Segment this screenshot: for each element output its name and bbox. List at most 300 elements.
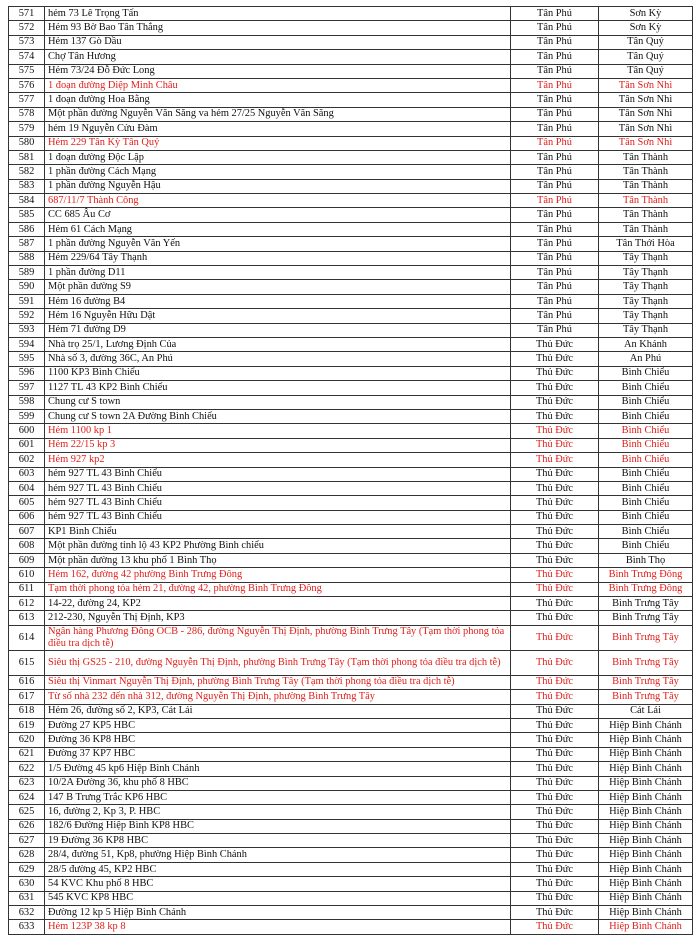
table-row: [9, 776, 693, 790]
table-row: [9, 395, 693, 409]
ward-cell: Tây Thạnh: [599, 280, 693, 294]
row-number-cell: 602: [9, 453, 45, 467]
address-cell: 1 đoạn đường Độc Lập: [45, 150, 511, 164]
row-number-cell: 630: [9, 877, 45, 891]
ward-cell: Sơn Kỳ: [599, 7, 693, 21]
address-cell: Hẻm 93 Bờ Bao Tân Thắng: [45, 21, 511, 35]
row-number-cell: 633: [9, 920, 45, 934]
district-cell: Thủ Đức: [511, 690, 599, 704]
district-cell: Thủ Đức: [511, 553, 599, 567]
table-row: [9, 165, 693, 179]
row-number-cell: 628: [9, 848, 45, 862]
address-cell: Tạm thời phong tỏa hẻm 21, đường 42, phường Bình Trưng Đông: [45, 582, 511, 596]
district-cell: Thủ Đức: [511, 920, 599, 934]
district-cell: Tân Phú: [511, 150, 599, 164]
address-cell: 545 KVC KP8 HBC: [45, 891, 511, 905]
table-row: [9, 510, 693, 524]
row-number-cell: 632: [9, 906, 45, 920]
district-cell: Thủ Đức: [511, 467, 599, 481]
address-cell: Ngân hàng Phương Đông OCB - 286, đường Nguyễn Thị Định, phường Bình Trưng Tây (Tạm thời phong tỏa điều tra dịch tễ): [45, 625, 511, 650]
table-row: [9, 280, 693, 294]
district-cell: Thủ Đức: [511, 718, 599, 732]
address-cell: Đường 12 kp 5 Hiệp Bình Chánh: [45, 906, 511, 920]
row-number-cell: 608: [9, 539, 45, 553]
address-cell: 1127 TL 43 KP2 Bình Chiểu: [45, 381, 511, 395]
district-cell: Thủ Đức: [511, 733, 599, 747]
ward-cell: Tân Quý: [599, 35, 693, 49]
table-row: [9, 323, 693, 337]
address-cell: Chung cư S town 2A Đường Bình Chiểu: [45, 409, 511, 423]
address-cell: 19 Đường 36 KP8 HBC: [45, 834, 511, 848]
district-cell: Thủ Đức: [511, 611, 599, 625]
address-cell: Hẻm 16 Nguyễn Hữu Dật: [45, 309, 511, 323]
row-number-cell: 583: [9, 179, 45, 193]
address-cell: 1/5 Đường 45 kp6 Hiệp Bình Chánh: [45, 762, 511, 776]
table-row: [9, 762, 693, 776]
row-number-cell: 629: [9, 862, 45, 876]
district-cell: Tân Phú: [511, 21, 599, 35]
table-row: [9, 453, 693, 467]
row-number-cell: 579: [9, 122, 45, 136]
address-cell: Hẻm 26, đường số 2, KP3, Cát Lái: [45, 704, 511, 718]
table-row: [9, 834, 693, 848]
ward-cell: Hiệp Bình Chánh: [599, 848, 693, 862]
table-row: [9, 93, 693, 107]
address-cell: Hẻm 73/24 Đỗ Đức Long: [45, 64, 511, 78]
address-cell: Nhà số 3, đường 36C, An Phú: [45, 352, 511, 366]
ward-cell: An Phú: [599, 352, 693, 366]
table-row: [9, 790, 693, 804]
row-number-cell: 584: [9, 194, 45, 208]
address-cell: CC 685 Âu Cơ: [45, 208, 511, 222]
address-cell: Siêu thị Vinmart Nguyễn Thị Định, phường Bình Trưng Tây (Tạm thời phong tỏa điều tra dịch tễ): [45, 675, 511, 689]
ward-cell: Cát Lái: [599, 704, 693, 718]
ward-cell: Bình Chiểu: [599, 409, 693, 423]
district-cell: Tân Phú: [511, 251, 599, 265]
ward-cell: Tân Sơn Nhì: [599, 136, 693, 150]
table-row: [9, 582, 693, 596]
table-row: [9, 733, 693, 747]
ward-cell: Hiệp Bình Chánh: [599, 862, 693, 876]
ward-cell: Hiệp Bình Chánh: [599, 834, 693, 848]
ward-cell: Bình Chiểu: [599, 539, 693, 553]
ward-cell: Bình Chiểu: [599, 467, 693, 481]
table-row: [9, 251, 693, 265]
row-number-cell: 598: [9, 395, 45, 409]
row-number-cell: 592: [9, 309, 45, 323]
district-cell: Tân Phú: [511, 7, 599, 21]
row-number-cell: 611: [9, 582, 45, 596]
district-cell: Thủ Đức: [511, 510, 599, 524]
row-number-cell: 597: [9, 381, 45, 395]
ward-cell: Bình Chiểu: [599, 510, 693, 524]
row-number-cell: 574: [9, 50, 45, 64]
row-number-cell: 594: [9, 337, 45, 351]
district-cell: Tân Phú: [511, 107, 599, 121]
table-row: [9, 179, 693, 193]
table-body: [9, 7, 693, 935]
row-number-cell: 586: [9, 222, 45, 236]
row-number-cell: 599: [9, 409, 45, 423]
ward-cell: Bình Trưng Tây: [599, 675, 693, 689]
ward-cell: Bình Chiểu: [599, 438, 693, 452]
ward-cell: Tân Quý: [599, 64, 693, 78]
row-number-cell: 591: [9, 294, 45, 308]
table-row: [9, 568, 693, 582]
table-row: [9, 78, 693, 92]
row-number-cell: 582: [9, 165, 45, 179]
table-row: [9, 309, 693, 323]
address-cell: 1100 KP3 Bình Chiểu: [45, 366, 511, 380]
row-number-cell: 578: [9, 107, 45, 121]
row-number-cell: 605: [9, 496, 45, 510]
ward-cell: Hiệp Bình Chánh: [599, 776, 693, 790]
row-number-cell: 631: [9, 891, 45, 905]
table-row: [9, 819, 693, 833]
table-row: [9, 650, 693, 675]
ward-cell: Bình Chiểu: [599, 453, 693, 467]
district-cell: Thủ Đức: [511, 539, 599, 553]
row-number-cell: 609: [9, 553, 45, 567]
table-row: [9, 266, 693, 280]
district-cell: Tân Phú: [511, 294, 599, 308]
table-row: [9, 675, 693, 689]
row-number-cell: 580: [9, 136, 45, 150]
address-cell: 1 phần đường Cách Mạng: [45, 165, 511, 179]
row-number-cell: 596: [9, 366, 45, 380]
district-cell: Thủ Đức: [511, 568, 599, 582]
ward-cell: Tân Thới Hòa: [599, 237, 693, 251]
address-cell: hẻm 73 Lê Trọng Tấn: [45, 7, 511, 21]
ward-cell: Tân Sơn Nhì: [599, 122, 693, 136]
address-cell: Hẻm 61 Cách Mạng: [45, 222, 511, 236]
row-number-cell: 619: [9, 718, 45, 732]
table-row: [9, 553, 693, 567]
table-row: [9, 35, 693, 49]
district-cell: Thủ Đức: [511, 747, 599, 761]
district-cell: Tân Phú: [511, 323, 599, 337]
ward-cell: Tây Thạnh: [599, 309, 693, 323]
table-row: [9, 467, 693, 481]
ward-cell: Bình Chiểu: [599, 381, 693, 395]
ward-cell: Tân Sơn Nhì: [599, 78, 693, 92]
table-row: [9, 337, 693, 351]
table-row: [9, 150, 693, 164]
address-cell: Hẻm 229 Tân Kỳ Tân Quý: [45, 136, 511, 150]
row-number-cell: 610: [9, 568, 45, 582]
table-row: [9, 906, 693, 920]
district-cell: Tân Phú: [511, 93, 599, 107]
row-number-cell: 585: [9, 208, 45, 222]
ward-cell: Hiệp Bình Chánh: [599, 920, 693, 934]
district-cell: Thủ Đức: [511, 776, 599, 790]
district-cell: Tân Phú: [511, 35, 599, 49]
row-number-cell: 576: [9, 78, 45, 92]
row-number-cell: 581: [9, 150, 45, 164]
district-cell: Thủ Đức: [511, 352, 599, 366]
table-row: [9, 409, 693, 423]
row-number-cell: 575: [9, 64, 45, 78]
ward-cell: Bình Chiểu: [599, 496, 693, 510]
ward-cell: Hiệp Bình Chánh: [599, 733, 693, 747]
table-row: [9, 690, 693, 704]
district-cell: Tân Phú: [511, 165, 599, 179]
row-number-cell: 616: [9, 675, 45, 689]
table-row: [9, 625, 693, 650]
address-cell: Một phần đường S9: [45, 280, 511, 294]
address-cell: 1 phần đường Nguyễn Hậu: [45, 179, 511, 193]
ward-cell: Tân Thành: [599, 194, 693, 208]
ward-cell: Hiệp Bình Chánh: [599, 906, 693, 920]
district-cell: Thủ Đức: [511, 424, 599, 438]
ward-cell: Tân Thành: [599, 165, 693, 179]
table-row: [9, 352, 693, 366]
district-cell: Thủ Đức: [511, 877, 599, 891]
district-cell: Tân Phú: [511, 208, 599, 222]
address-cell: Đường 36 KP8 HBC: [45, 733, 511, 747]
row-number-cell: 603: [9, 467, 45, 481]
row-number-cell: 607: [9, 525, 45, 539]
table-row: [9, 747, 693, 761]
district-cell: Tân Phú: [511, 266, 599, 280]
ward-cell: Bình Trưng Tây: [599, 690, 693, 704]
ward-cell: Tân Sơn Nhì: [599, 93, 693, 107]
ward-cell: Tân Thành: [599, 222, 693, 236]
row-number-cell: 593: [9, 323, 45, 337]
row-number-cell: 604: [9, 481, 45, 495]
ward-cell: Hiệp Bình Chánh: [599, 819, 693, 833]
address-cell: Một phần đường 13 khu phố 1 Bình Thọ: [45, 553, 511, 567]
address-cell: 687/11/7 Thành Công: [45, 194, 511, 208]
district-cell: Tân Phú: [511, 179, 599, 193]
row-number-cell: 588: [9, 251, 45, 265]
district-cell: Thủ Đức: [511, 834, 599, 848]
district-cell: Tân Phú: [511, 309, 599, 323]
address-cell: KP1 Bình Chiểu: [45, 525, 511, 539]
address-cell: Một phần đường Nguyễn Văn Săng va hẻm 27/25 Nguyễn Văn Săng: [45, 107, 511, 121]
ward-cell: Bình Chiểu: [599, 481, 693, 495]
row-number-cell: 623: [9, 776, 45, 790]
address-cell: Nhà trọ 25/1, Lương Định Của: [45, 337, 511, 351]
address-cell: 14-22, đường 24, KP2: [45, 597, 511, 611]
table-row: [9, 891, 693, 905]
ward-cell: Bình Trưng Đông: [599, 568, 693, 582]
ward-cell: Hiệp Bình Chánh: [599, 877, 693, 891]
row-number-cell: 587: [9, 237, 45, 251]
ward-cell: Bình Chiểu: [599, 395, 693, 409]
address-cell: 10/2A Đường 36, khu phố 8 HBC: [45, 776, 511, 790]
address-cell: Hẻm 137 Gò Dầu: [45, 35, 511, 49]
address-cell: hẻm 927 TL 43 Bình Chiểu: [45, 481, 511, 495]
ward-cell: Bình Trưng Tây: [599, 650, 693, 675]
table-row: [9, 424, 693, 438]
district-cell: Thủ Đức: [511, 481, 599, 495]
district-cell: Tân Phú: [511, 122, 599, 136]
table-row: [9, 611, 693, 625]
ward-cell: Bình Trưng Tây: [599, 625, 693, 650]
table-row: [9, 107, 693, 121]
row-number-cell: 595: [9, 352, 45, 366]
row-number-cell: 617: [9, 690, 45, 704]
row-number-cell: 626: [9, 819, 45, 833]
row-number-cell: 589: [9, 266, 45, 280]
district-cell: Tân Phú: [511, 136, 599, 150]
row-number-cell: 601: [9, 438, 45, 452]
ward-cell: Tân Thành: [599, 150, 693, 164]
table-row: [9, 920, 693, 934]
address-cell: hẻm 927 TL 43 Bình Chiểu: [45, 496, 511, 510]
ward-cell: Bình Trưng Tây: [599, 597, 693, 611]
district-cell: Thủ Đức: [511, 906, 599, 920]
district-cell: Thủ Đức: [511, 453, 599, 467]
row-number-cell: 614: [9, 625, 45, 650]
district-cell: Tân Phú: [511, 64, 599, 78]
ward-cell: Tây Thạnh: [599, 323, 693, 337]
district-cell: Thủ Đức: [511, 819, 599, 833]
table-row: [9, 496, 693, 510]
address-cell: Từ số nhà 232 đến nhà 312, đường Nguyễn Thị Định, phường Bình Trưng Tây: [45, 690, 511, 704]
address-cell: 1 phần đường D11: [45, 266, 511, 280]
table-row: [9, 294, 693, 308]
district-cell: Thủ Đức: [511, 862, 599, 876]
table-row: [9, 222, 693, 236]
district-cell: Thủ Đức: [511, 650, 599, 675]
address-cell: Hẻm 16 đường B4: [45, 294, 511, 308]
address-cell: hẻm 927 TL 43 Bình Chiểu: [45, 467, 511, 481]
address-cell: 182/6 Đường Hiệp Bình KP8 HBC: [45, 819, 511, 833]
ward-cell: Tây Thạnh: [599, 251, 693, 265]
table-row: [9, 481, 693, 495]
ward-cell: Hiệp Bình Chánh: [599, 718, 693, 732]
row-number-cell: 625: [9, 805, 45, 819]
row-number-cell: 615: [9, 650, 45, 675]
district-cell: Tân Phú: [511, 237, 599, 251]
address-cell: Hẻm 162, đường 42 phường Bình Trưng Đông: [45, 568, 511, 582]
table-row: [9, 7, 693, 21]
address-cell: Hẻm 229/64 Tây Thạnh: [45, 251, 511, 265]
address-cell: 147 B Trưng Trắc KP6 HBC: [45, 790, 511, 804]
district-cell: Thủ Đức: [511, 675, 599, 689]
ward-cell: Bình Chiểu: [599, 366, 693, 380]
address-cell: Chợ Tân Hương: [45, 50, 511, 64]
ward-cell: Hiệp Bình Chánh: [599, 891, 693, 905]
district-cell: Thủ Đức: [511, 704, 599, 718]
address-cell: Chung cư S town: [45, 395, 511, 409]
table-row: [9, 194, 693, 208]
table-row: [9, 848, 693, 862]
address-cell: 1 đoạn đường Hoa Bằng: [45, 93, 511, 107]
row-number-cell: 573: [9, 35, 45, 49]
address-cell: 28/4, đường 51, Kp8, phường Hiệp Bình Chánh: [45, 848, 511, 862]
district-cell: Thủ Đức: [511, 891, 599, 905]
district-cell: Thủ Đức: [511, 409, 599, 423]
row-number-cell: 624: [9, 790, 45, 804]
district-cell: Thủ Đức: [511, 805, 599, 819]
district-cell: Thủ Đức: [511, 848, 599, 862]
row-number-cell: 620: [9, 733, 45, 747]
ward-cell: Bình Chiểu: [599, 424, 693, 438]
ward-cell: Tân Quý: [599, 50, 693, 64]
address-cell: 1 phần đường Nguyễn Văn Yến: [45, 237, 511, 251]
row-number-cell: 612: [9, 597, 45, 611]
district-cell: Tân Phú: [511, 280, 599, 294]
district-cell: Tân Phú: [511, 50, 599, 64]
table-row: [9, 438, 693, 452]
district-cell: Thủ Đức: [511, 337, 599, 351]
ward-cell: Tân Thành: [599, 179, 693, 193]
district-cell: Thủ Đức: [511, 790, 599, 804]
address-cell: Một phần đường tỉnh lộ 43 KP2 Phường Bình chiểu: [45, 539, 511, 553]
row-number-cell: 622: [9, 762, 45, 776]
ward-cell: Hiệp Bình Chánh: [599, 790, 693, 804]
ward-cell: Bình Trưng Tây: [599, 611, 693, 625]
table-row: [9, 21, 693, 35]
table-row: [9, 50, 693, 64]
district-cell: Thủ Đức: [511, 597, 599, 611]
ward-cell: Bình Thọ: [599, 553, 693, 567]
district-cell: Thủ Đức: [511, 582, 599, 596]
table-row: [9, 877, 693, 891]
address-cell: Hẻm 927 kp2: [45, 453, 511, 467]
address-cell: 212-230, Nguyễn Thị Định, KP3: [45, 611, 511, 625]
table-row: [9, 366, 693, 380]
district-cell: Thủ Đức: [511, 438, 599, 452]
ward-cell: Sơn Kỳ: [599, 21, 693, 35]
district-cell: Tân Phú: [511, 194, 599, 208]
address-cell: Hẻm 71 đường D9: [45, 323, 511, 337]
address-cell: 28/5 đường 45, KP2 HBC: [45, 862, 511, 876]
district-cell: Thủ Đức: [511, 625, 599, 650]
table-row: [9, 136, 693, 150]
district-cell: Thủ Đức: [511, 762, 599, 776]
district-cell: Tân Phú: [511, 222, 599, 236]
district-cell: Thủ Đức: [511, 395, 599, 409]
table-row: [9, 64, 693, 78]
row-number-cell: 613: [9, 611, 45, 625]
row-number-cell: 627: [9, 834, 45, 848]
district-cell: Thủ Đức: [511, 525, 599, 539]
district-cell: Thủ Đức: [511, 366, 599, 380]
address-cell: Siêu thị GS25 - 210, đường Nguyễn Thị Định, phường Bình Trưng Tây (Tạm thời phong tỏa điều tra dịch tễ): [45, 650, 511, 675]
ward-cell: Tân Sơn Nhì: [599, 107, 693, 121]
ward-cell: Bình Trưng Đông: [599, 582, 693, 596]
table-row: [9, 525, 693, 539]
ward-cell: Hiệp Bình Chánh: [599, 805, 693, 819]
ward-cell: Bình Chiểu: [599, 525, 693, 539]
address-cell: hẻm 19 Nguyễn Cửu Đàm: [45, 122, 511, 136]
address-cell: Hẻm 22/15 kp 3: [45, 438, 511, 452]
table-row: [9, 704, 693, 718]
row-number-cell: 577: [9, 93, 45, 107]
address-cell: 16, đường 2, Kp 3, P. HBC: [45, 805, 511, 819]
district-cell: Thủ Đức: [511, 381, 599, 395]
district-cell: Thủ Đức: [511, 496, 599, 510]
address-cell: Hẻm 1100 kp 1: [45, 424, 511, 438]
address-cell: Đường 27 KP5 HBC: [45, 718, 511, 732]
address-cell: Đường 37 KP7 HBC: [45, 747, 511, 761]
table-row: [9, 539, 693, 553]
ward-cell: Tây Thạnh: [599, 266, 693, 280]
row-number-cell: 572: [9, 21, 45, 35]
district-cell: Tân Phú: [511, 78, 599, 92]
table-row: [9, 597, 693, 611]
lockdown-areas-table: [8, 6, 693, 935]
table-row: [9, 208, 693, 222]
table-row: [9, 122, 693, 136]
ward-cell: Tân Thành: [599, 208, 693, 222]
address-cell: Hẻm 123P 38 kp 8: [45, 920, 511, 934]
ward-cell: Tây Thạnh: [599, 294, 693, 308]
